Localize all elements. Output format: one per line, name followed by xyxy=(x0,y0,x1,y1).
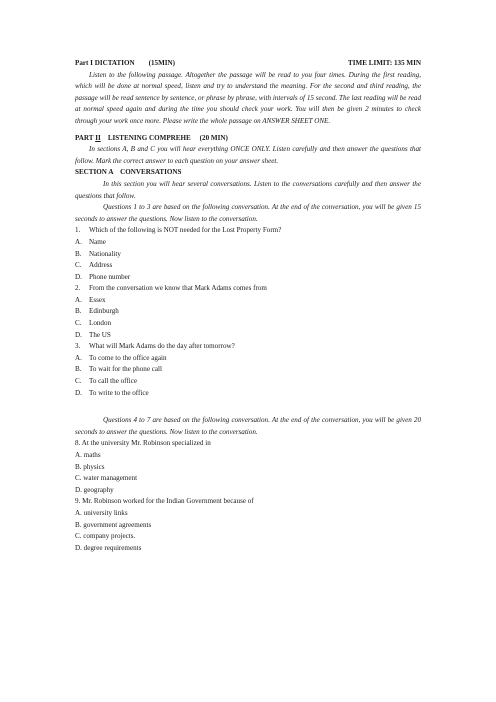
option-c xyxy=(75,376,421,388)
section-a-title: SECTION A CONVERSATIONS xyxy=(75,168,182,177)
part1-time: (15MIN) xyxy=(148,59,176,67)
question-9: 9. Mr. Robinson worked for the Indian Government because of xyxy=(75,497,254,506)
option-a xyxy=(75,353,421,365)
question-text: Which of the following is NOT needed for the Lost Property Form? xyxy=(89,226,282,235)
question-2 xyxy=(75,283,421,295)
question-8: 8. At the university Mr. Robinson specialized in xyxy=(75,439,211,448)
question-text: From the conversation we know that Mark Adams comes from xyxy=(89,284,267,293)
questions-1-3-intro: Questions 1 to 3 are based on the following conversation. At the end of the conversation, you will be given 15 seconds to answer the questions. Now listen to the conversation. xyxy=(75,203,421,223)
option-label: A. xyxy=(75,237,82,246)
option-label: D. xyxy=(75,272,82,281)
time-limit: TIME LIMIT: 135 MIN xyxy=(348,59,421,67)
part2-title: LISTENING COMPREHE xyxy=(107,133,191,142)
option-text: To come to the office again xyxy=(89,353,167,362)
option-text: Phone number xyxy=(89,272,131,281)
option-text: Name xyxy=(89,237,106,246)
question-1 xyxy=(75,225,421,237)
part2-instructions: In sections A, B and C you will hear everything ONCE ONLY. Listen carefully and then answer the questions that follow. Mark the correct answer to each question on your answer sheet. xyxy=(75,145,421,165)
option-label: C. xyxy=(75,261,82,270)
option-text: Essex xyxy=(89,295,106,304)
option-text: To write to the office xyxy=(89,388,149,397)
option-text: London xyxy=(89,319,112,328)
option-label: D. xyxy=(75,330,82,339)
option-label: B. xyxy=(75,249,82,258)
option-d: D. geography xyxy=(75,485,114,494)
option-c xyxy=(75,318,421,330)
option-text: Nationality xyxy=(89,249,121,258)
option-a xyxy=(75,237,421,249)
option-text: Edinburgh xyxy=(89,307,119,316)
option-b xyxy=(75,364,421,376)
option-d: D. degree requirements xyxy=(75,543,142,552)
option-text: To call the office xyxy=(89,377,138,386)
part2-time: (20 MIN) xyxy=(199,133,228,142)
question-3 xyxy=(75,341,421,353)
option-label: A. xyxy=(75,295,82,304)
option-label: D. xyxy=(75,388,82,397)
option-a: A. university links xyxy=(75,508,128,517)
option-d xyxy=(75,330,421,342)
option-label: B. xyxy=(75,307,82,316)
part2-heading xyxy=(75,133,421,145)
question-number: 3. xyxy=(75,342,81,351)
option-c xyxy=(75,260,421,272)
option-b: B. government agreements xyxy=(75,520,152,529)
option-c: C. water management xyxy=(75,474,138,483)
exam-page xyxy=(75,58,421,554)
section-a-instructions: In this section you will hear several conversations. Listen to the conversations carefully and then answer the questions that follow. xyxy=(75,179,421,200)
part1-title: Part I DICTATION xyxy=(75,59,135,67)
question-text: What will Mark Adams do the day after tomorrow? xyxy=(89,342,235,351)
part2-prefix: PART xyxy=(75,133,94,142)
option-a: A. maths xyxy=(75,451,101,459)
part2-roman: II xyxy=(95,133,101,142)
option-d xyxy=(75,272,421,284)
option-c: C. company projects. xyxy=(75,532,136,541)
option-label: C. xyxy=(75,319,82,328)
option-text: To wait for the phone call xyxy=(89,365,162,374)
option-a xyxy=(75,295,421,307)
option-label: A. xyxy=(75,353,82,362)
option-d xyxy=(75,388,421,400)
option-text: Address xyxy=(89,261,113,270)
dictation-instructions: Listen to the following passage. Altogether the passage will be read to you four times. During the first reading, which will be done at normal speed, listen and try to understand the meaning. For the second and third reading, the passage will be read sentence by sentence, or phrase by phrase, with intervals of 15 second. The last reading will be read at normal speed again and during the time you should check your work. You will then be given 2 minutes to check through your work once more. Please write the whole passage on ANSWER SHEET ONE. xyxy=(75,70,421,125)
option-label: C. xyxy=(75,377,82,386)
questions-4-7-intro: Questions 4 to 7 are based on the following conversation. At the end of the conversation, you will be given 20 seconds to answer the questions. Now listen to the conversation. xyxy=(75,416,421,436)
part1-heading xyxy=(75,58,175,70)
option-b xyxy=(75,306,421,318)
option-b: B. physics xyxy=(75,462,105,471)
part1-header xyxy=(75,58,421,70)
option-b xyxy=(75,249,421,261)
option-label: B. xyxy=(75,365,82,374)
question-number: 1. xyxy=(75,226,81,235)
question-number: 2. xyxy=(75,284,81,293)
option-text: The US xyxy=(89,330,111,339)
